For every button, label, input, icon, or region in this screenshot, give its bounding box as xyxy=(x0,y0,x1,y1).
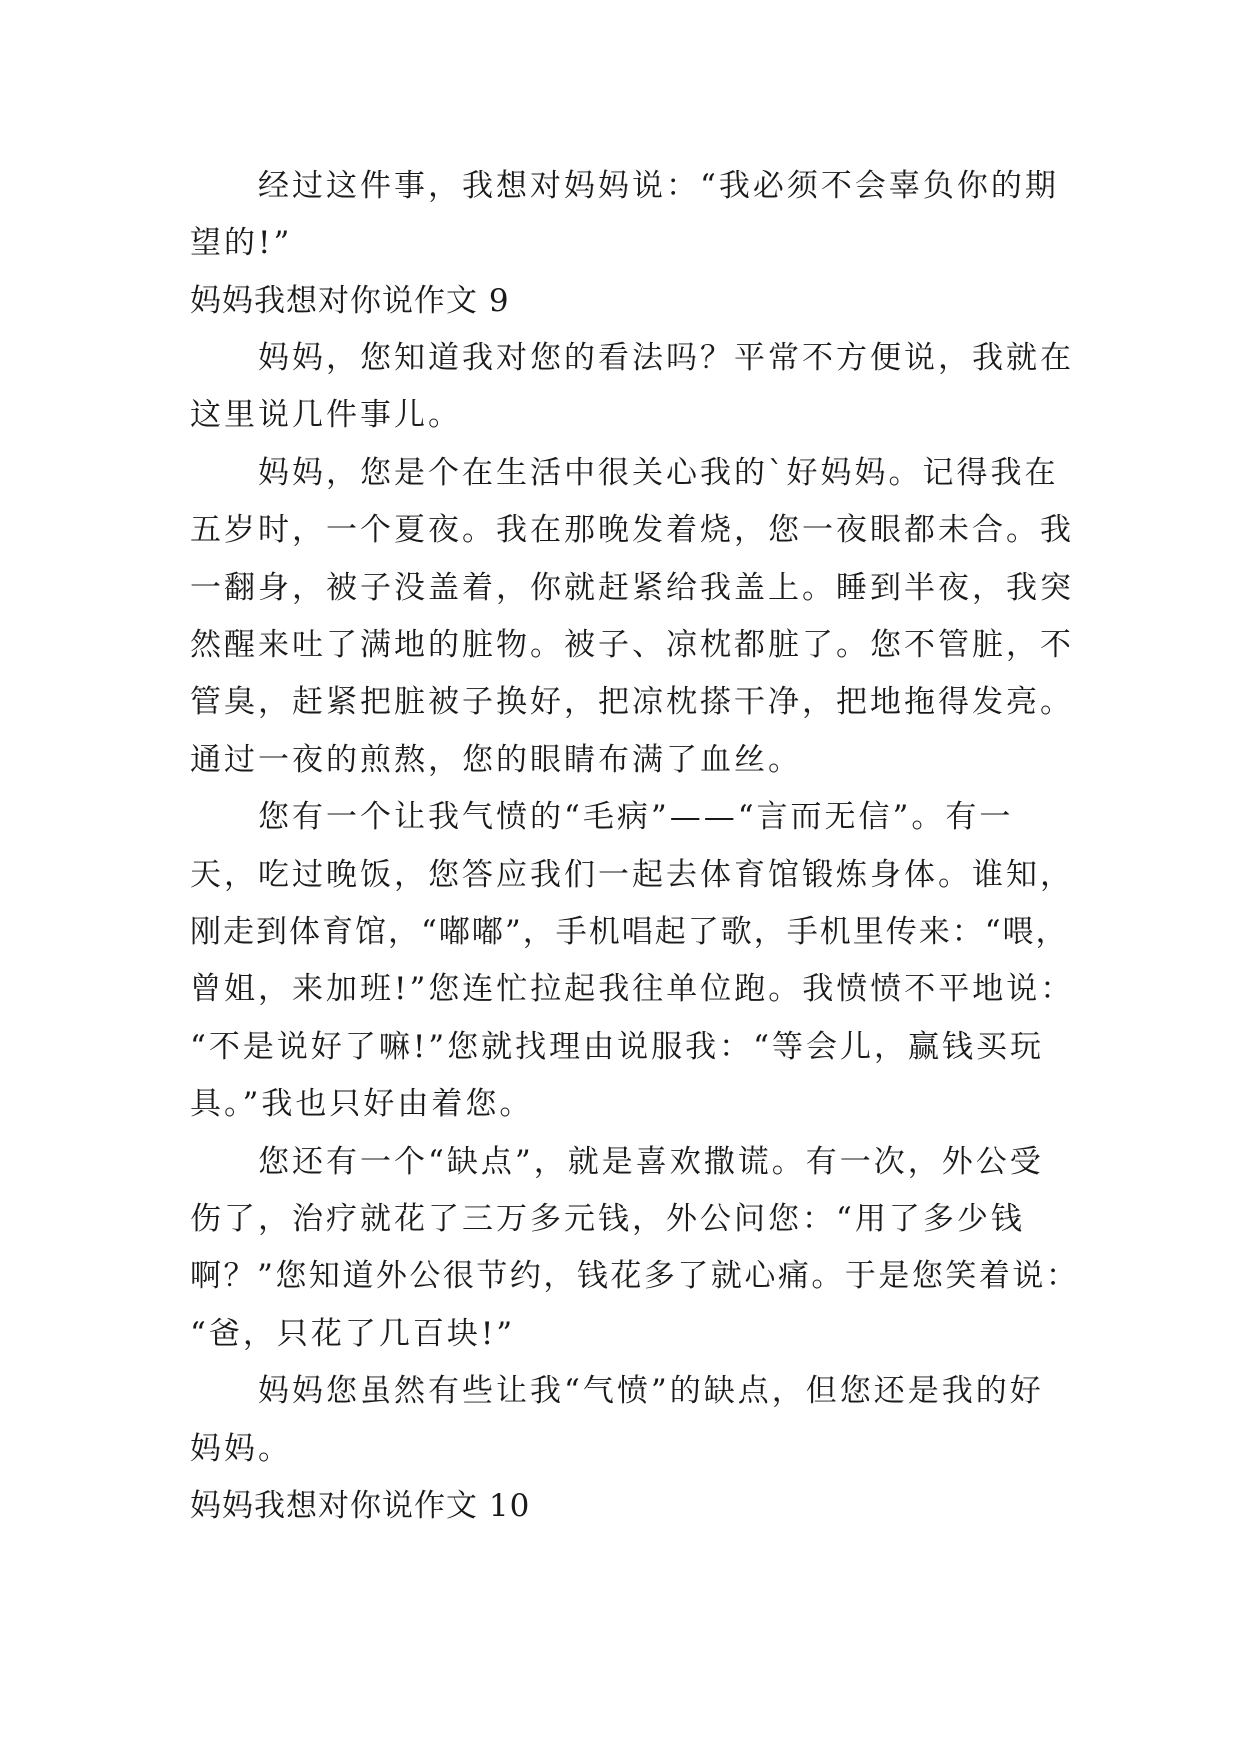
paragraph-line: 管臭，赶紧把脏被子换好，把凉枕搽干净，把地拖得发亮。 xyxy=(190,684,1074,720)
paragraph-line: 啊？”您知道外公很节约，钱花多了就心痛。于是您笑着说： xyxy=(190,1258,1080,1294)
paragraph-line: 刚走到体育馆，“嘟嘟”，手机唱起了歌，手机里传来：“喂， xyxy=(190,914,1069,950)
paragraph-line: 您有一个让我气愤的“毛病”——“言而无信”。有一 xyxy=(258,799,1014,835)
paragraph-line: 一翻身，被子没盖着，你就赶紧给我盖上。睡到半夜，我突 xyxy=(190,570,1074,606)
paragraph-line: 妈妈您虽然有些让我“气愤”的缺点，但您还是我的好 xyxy=(258,1373,1044,1409)
paragraph-line: 天，吃过晚饭，您答应我们一起去体育馆锻炼身体。谁知， xyxy=(190,857,1074,893)
section-heading: 妈妈我想对你说作文 10 xyxy=(190,1488,531,1524)
paragraph-line: “爸，只花了几百块!” xyxy=(190,1316,516,1352)
paragraph-line: 伤了，治疗就花了三万多元钱，外公问您：“用了多少钱 xyxy=(190,1201,1025,1237)
paragraph-line: 这里说几件事儿。 xyxy=(190,397,462,433)
section-heading: 妈妈我想对你说作文 9 xyxy=(190,283,510,319)
paragraph-line: 五岁时，一个夏夜。我在那晚发着烧，您一夜眼都未合。我 xyxy=(190,512,1074,548)
paragraph-line: 妈妈。 xyxy=(190,1431,292,1467)
paragraph-line: 具。”我也只好由着您。 xyxy=(190,1086,534,1122)
paragraph-line: 妈妈，您知道我对您的看法吗？平常不方便说，我就在 xyxy=(258,340,1074,376)
paragraph-line: 经过这件事，我想对妈妈说：“我必须不会辜负你的期 xyxy=(258,168,1059,204)
paragraph-line: “不是说好了嘛!”您就找理由说服我：“等会儿，赢钱买玩 xyxy=(190,1029,1044,1065)
paragraph-line: 您还有一个“缺点”，就是喜欢撒谎。有一次，外公受 xyxy=(258,1144,1044,1180)
paragraph-line: 曾姐，来加班!”您连忙拉起我往单位跑。我愤愤不平地说： xyxy=(190,971,1075,1007)
paragraph-line: 然醒来吐了满地的脏物。被子、凉枕都脏了。您不管脏，不 xyxy=(190,627,1074,663)
paragraph-line: 望的!” xyxy=(190,225,293,261)
paragraph-line: 通过一夜的煎熬，您的眼睛布满了血丝。 xyxy=(190,742,802,778)
paragraph-line: 妈妈，您是个在生活中很关心我的`好妈妈。记得我在 xyxy=(258,455,1059,491)
